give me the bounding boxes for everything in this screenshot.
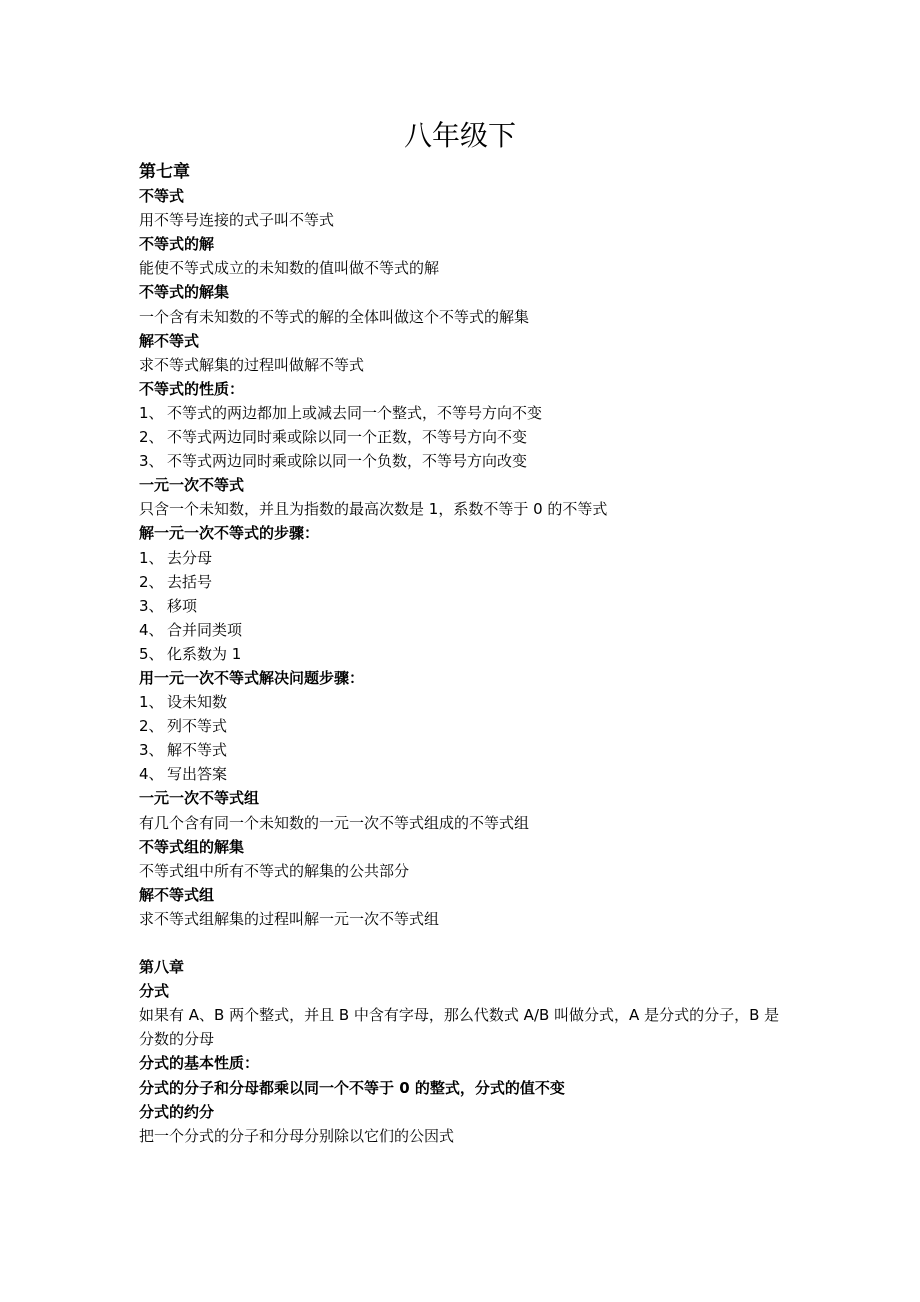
term-heading: 不等式的解集 <box>139 283 230 302</box>
term-definition: 一个含有未知数的不等式的解的全体叫做这个不等式的解集 <box>139 307 530 326</box>
term-heading: 解不等式 <box>139 331 200 350</box>
term-definition: 如果有 A、B 两个整式，并且 B 中含有字母，那么代数式 A/B 叫做分式，A 是分式的分子，B 是分数的分母 <box>139 1006 780 1049</box>
term-definition: 求不等式解集的过程叫做解不等式 <box>139 355 365 374</box>
term-heading: 不等式的解 <box>139 235 215 254</box>
list-number: 1、 <box>139 403 164 422</box>
term-heading: 一元一次不等式 <box>139 476 245 495</box>
list-number: 5、 <box>139 644 164 663</box>
list-number: 2、 <box>139 428 164 447</box>
blank-line <box>139 931 789 955</box>
property-statement: 分式的分子和分母都乘以同一个不等于 0 的整式，分式的值不变 <box>139 1078 565 1097</box>
term-definition: 用不等号连接的式子叫不等式 <box>139 211 335 230</box>
list-text: 移项 <box>167 596 198 615</box>
term-definition: 只含一个未知数，并且为指数的最高次数是 1，系数不等于 0 的不等式 <box>139 500 608 519</box>
list-text: 化系数为 1 <box>167 644 242 663</box>
list-text: 合并同类项 <box>167 620 243 639</box>
list-item <box>139 762 789 786</box>
list-number: 3、 <box>139 596 164 615</box>
list-text: 不等式的两边都加上或减去同一个整式，不等号方向不变 <box>167 403 543 422</box>
term-definition: 把一个分式的分子和分母分别除以它们的公因式 <box>139 1126 455 1145</box>
list-item <box>139 618 789 642</box>
list-item <box>139 642 789 666</box>
list-text: 写出答案 <box>167 765 228 784</box>
term-definition: 能使不等式成立的未知数的值叫做不等式的解 <box>139 259 440 278</box>
list-text: 列不等式 <box>167 717 228 736</box>
list-item <box>139 690 789 714</box>
term-heading: 不等式的性质： <box>139 379 245 398</box>
list-item <box>139 570 789 594</box>
term-heading: 解一元一次不等式的步骤： <box>139 524 320 543</box>
list-text: 不等式两边同时乘或除以同一个正数，不等号方向不变 <box>167 428 528 447</box>
list-text: 不等式两边同时乘或除以同一个负数，不等号方向改变 <box>167 452 528 471</box>
list-item <box>139 714 789 738</box>
list-number: 2、 <box>139 572 164 591</box>
list-item <box>139 594 789 618</box>
term-definition: 有几个含有同一个未知数的一元一次不等式组成的不等式组 <box>139 813 530 832</box>
list-item <box>139 401 789 425</box>
list-number: 1、 <box>139 548 164 567</box>
list-text: 设未知数 <box>167 693 228 712</box>
list-number: 3、 <box>139 452 164 471</box>
page-title: 八年级下 <box>403 119 516 152</box>
list-item <box>139 738 789 762</box>
list-text: 解不等式 <box>167 741 228 760</box>
term-heading: 用一元一次不等式解决问题步骤： <box>139 668 365 687</box>
term-definition: 求不等式组解集的过程叫解一元一次不等式组 <box>139 909 440 928</box>
term-heading: 解不等式组 <box>139 885 215 904</box>
list-number: 3、 <box>139 741 164 760</box>
list-number: 4、 <box>139 765 164 784</box>
term-heading: 不等式 <box>139 187 185 206</box>
term-heading: 一元一次不等式组 <box>139 789 260 808</box>
list-item <box>139 449 789 473</box>
chapter-7-heading: 第七章 <box>139 162 190 182</box>
term-heading: 分式的基本性质： <box>139 1054 260 1073</box>
list-text: 去分母 <box>167 548 213 567</box>
list-number: 4、 <box>139 620 164 639</box>
term-heading: 分式的约分 <box>139 1102 215 1121</box>
list-number: 1、 <box>139 693 164 712</box>
term-definition: 不等式组中所有不等式的解集的公共部分 <box>139 861 410 880</box>
chapter-8-heading: 第八章 <box>139 958 185 977</box>
list-item <box>139 425 789 449</box>
list-item <box>139 546 789 570</box>
document-body <box>139 160 789 1148</box>
term-heading: 分式 <box>139 982 170 1001</box>
term-heading: 不等式组的解集 <box>139 837 245 856</box>
list-text: 去括号 <box>167 572 213 591</box>
list-number: 2、 <box>139 717 164 736</box>
